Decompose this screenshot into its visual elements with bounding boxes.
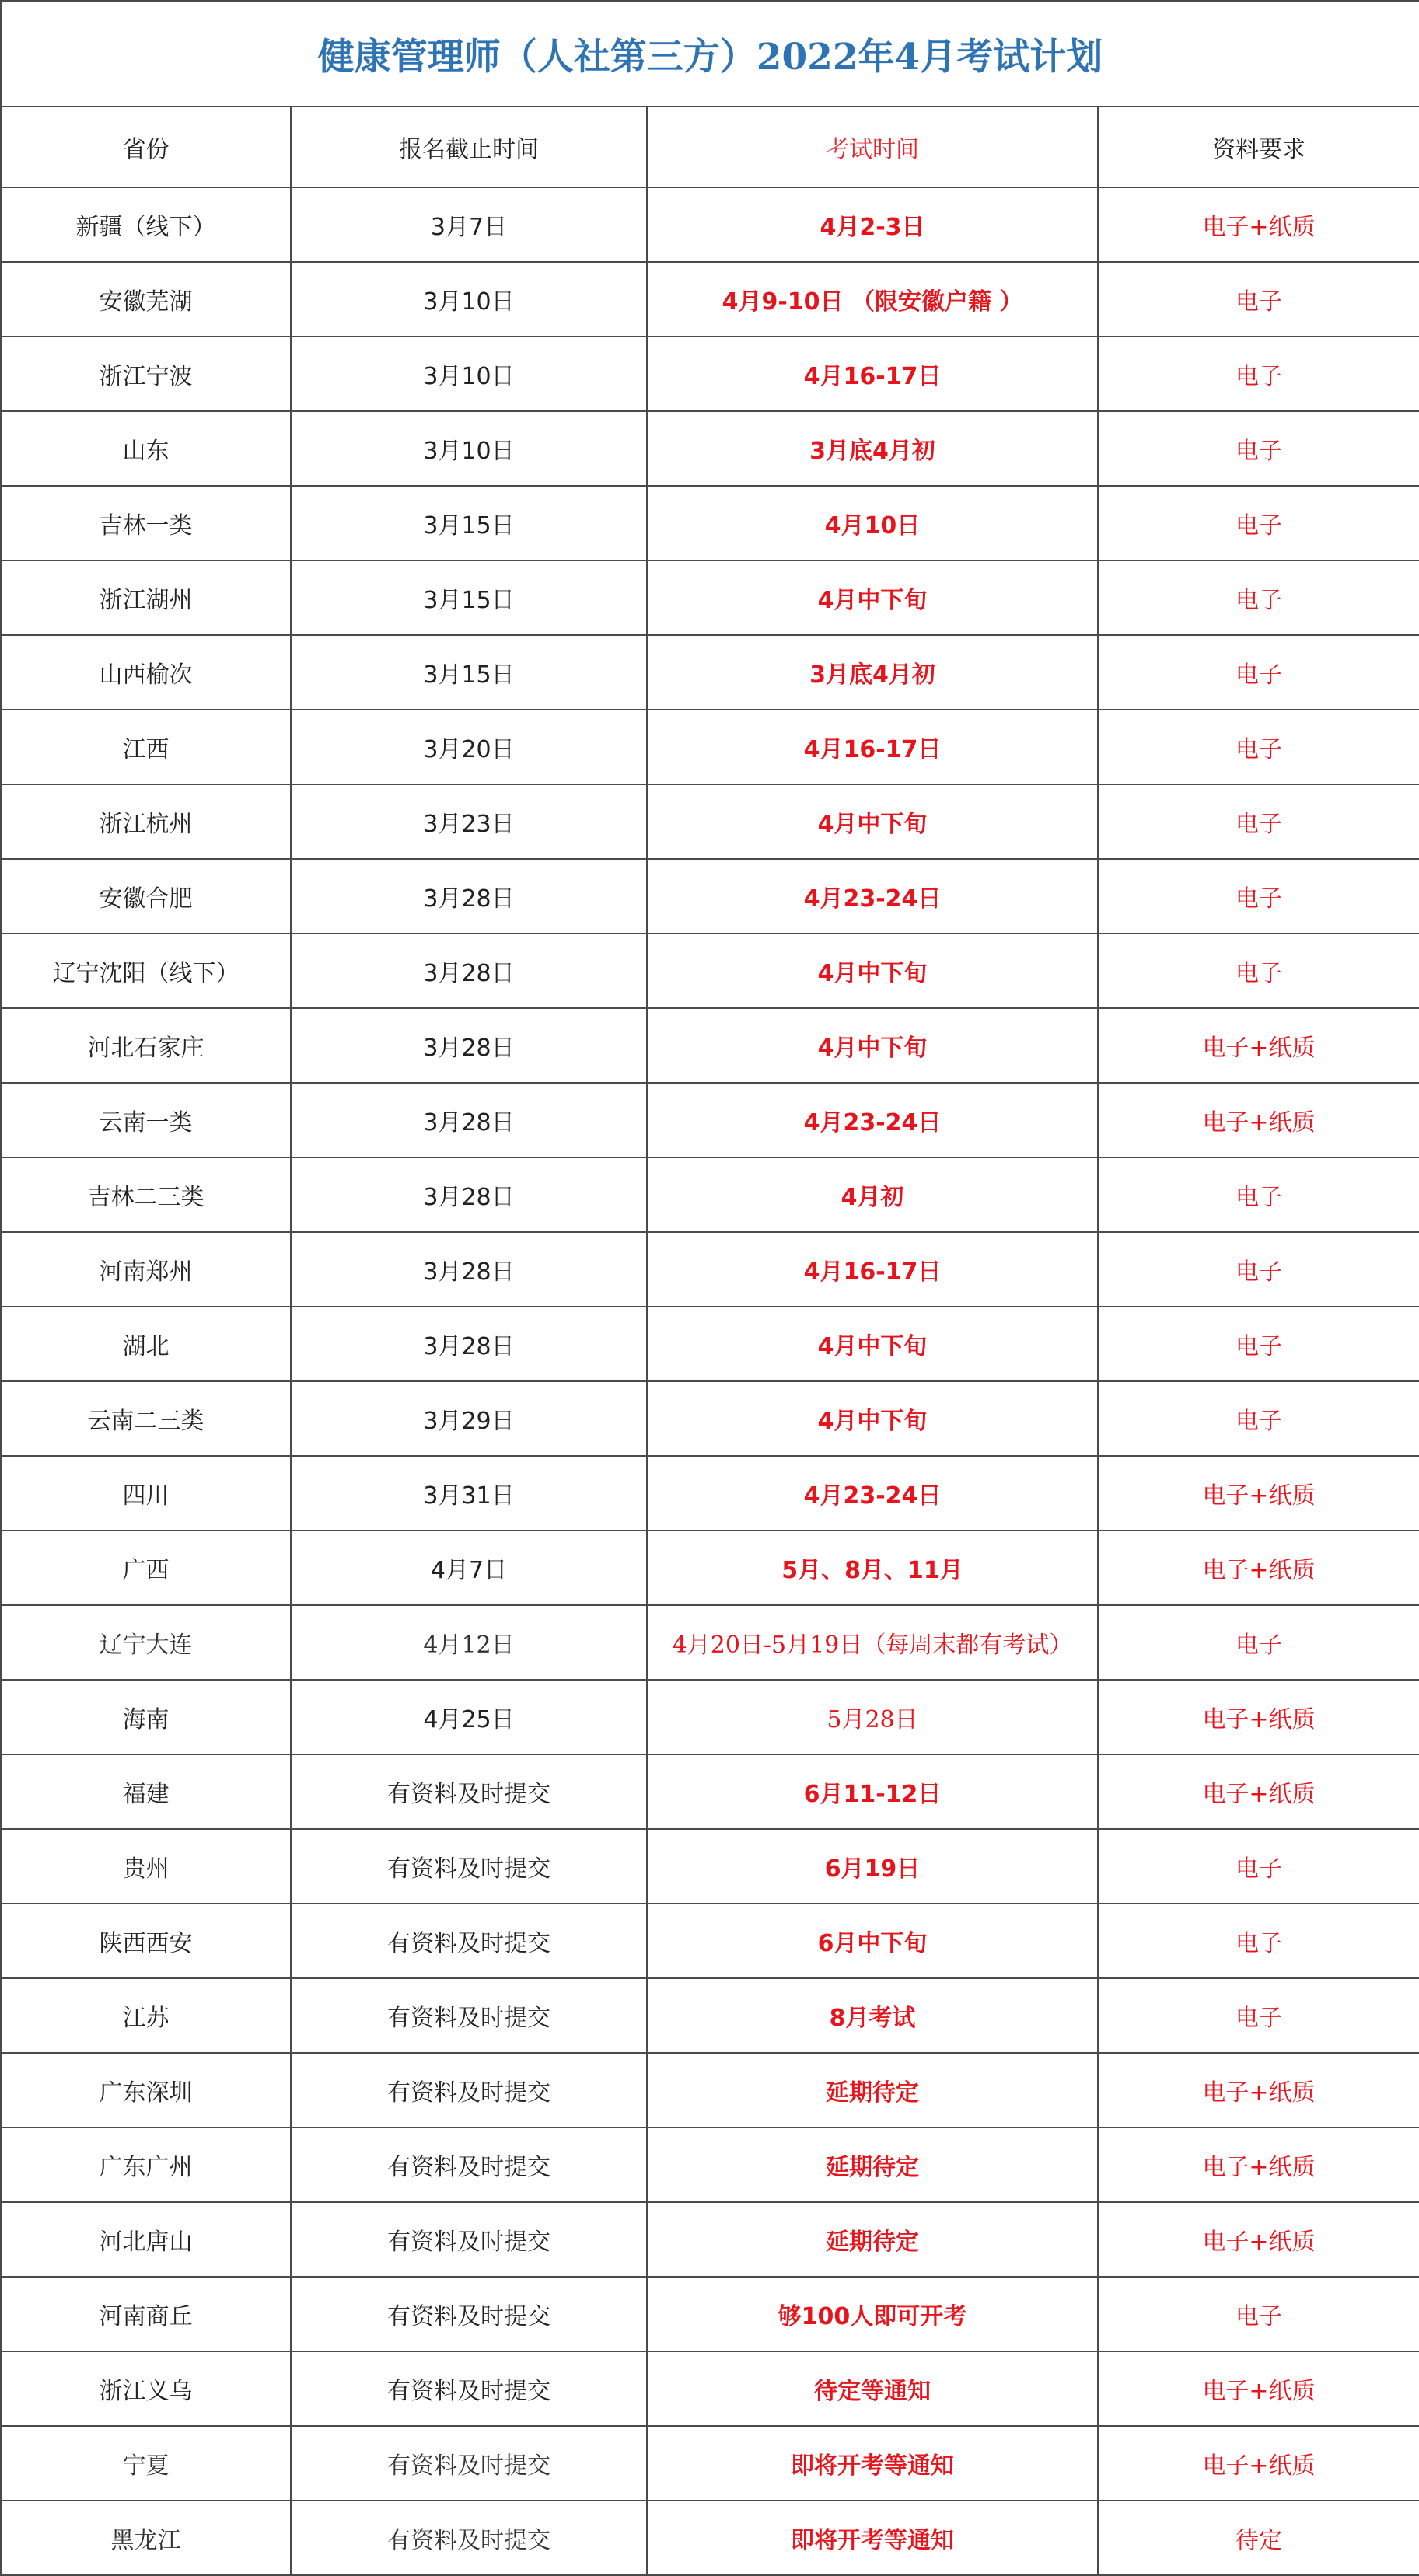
table-row <box>1 411 1419 486</box>
table-row <box>1 2053 1419 2127</box>
cell-province: 黑龙江 <box>1 2501 291 2575</box>
cell-deadline: 有资料及时提交 <box>291 2053 647 2127</box>
cell-province: 辽宁大连 <box>1 1605 291 1680</box>
cell-deadline: 有资料及时提交 <box>291 2127 647 2202</box>
table-row <box>1 784 1419 859</box>
cell-deadline: 3月10日 <box>291 411 647 486</box>
cell-materials: 电子+纸质 <box>1098 1754 1419 1829</box>
cell-exam-time: 4月16-17日 <box>647 337 1098 411</box>
table-row <box>1 337 1419 411</box>
cell-materials: 电子 <box>1098 784 1419 859</box>
cell-exam-time: 4月中下旬 <box>647 1008 1098 1083</box>
cell-deadline: 3月31日 <box>291 1456 647 1531</box>
cell-materials: 电子 <box>1098 635 1419 710</box>
cell-province: 浙江杭州 <box>1 784 291 859</box>
page-title: 健康管理师（人社第三方）2022年4月考试计划 <box>1 1 1419 106</box>
cell-exam-time: 4月23-24日 <box>647 859 1098 934</box>
cell-exam-time: 延期待定 <box>647 2053 1098 2127</box>
cell-materials: 电子 <box>1098 1978 1419 2053</box>
cell-materials: 电子 <box>1098 859 1419 934</box>
cell-deadline: 3月10日 <box>291 262 647 337</box>
cell-materials: 电子 <box>1098 1904 1419 1978</box>
table-row <box>1 2501 1419 2575</box>
table-row <box>1 2426 1419 2501</box>
cell-deadline: 有资料及时提交 <box>291 2277 647 2351</box>
cell-exam-time: 5月、8月、11月 <box>647 1531 1098 1605</box>
cell-deadline: 3月28日 <box>291 934 647 1008</box>
cell-materials: 电子+纸质 <box>1098 1008 1419 1083</box>
table-row <box>1 1083 1419 1157</box>
header-exam-time: 考试时间 <box>647 106 1098 187</box>
cell-province: 山西榆次 <box>1 635 291 710</box>
table-row <box>1 1008 1419 1083</box>
title-row <box>1 1 1419 106</box>
cell-exam-time: 4月23-24日 <box>647 1456 1098 1531</box>
cell-province: 安徽合肥 <box>1 859 291 934</box>
cell-exam-time: 4月初 <box>647 1157 1098 1232</box>
cell-province: 广东广州 <box>1 2127 291 2202</box>
cell-exam-time: 够100人即可开考 <box>647 2277 1098 2351</box>
cell-exam-time: 3月底4月初 <box>647 635 1098 710</box>
cell-deadline: 4月7日 <box>291 1531 647 1605</box>
table-row <box>1 1829 1419 1904</box>
cell-materials: 电子 <box>1098 1381 1419 1456</box>
cell-deadline: 4月12日 <box>291 1605 647 1680</box>
cell-materials: 电子 <box>1098 486 1419 560</box>
cell-province: 河南商丘 <box>1 2277 291 2351</box>
cell-exam-time: 4月2-3日 <box>647 187 1098 262</box>
cell-deadline: 3月28日 <box>291 1157 647 1232</box>
table-row <box>1 1232 1419 1307</box>
table-row <box>1 1531 1419 1605</box>
table-row <box>1 1381 1419 1456</box>
cell-province: 宁夏 <box>1 2426 291 2501</box>
cell-materials: 电子+纸质 <box>1098 187 1419 262</box>
cell-deadline: 有资料及时提交 <box>291 2202 647 2277</box>
cell-materials: 电子 <box>1098 2277 1419 2351</box>
cell-province: 陕西西安 <box>1 1904 291 1978</box>
cell-province: 云南一类 <box>1 1083 291 1157</box>
cell-deadline: 3月28日 <box>291 1232 647 1307</box>
cell-province: 江西 <box>1 710 291 784</box>
cell-exam-time: 4月20日-5月19日（每周末都有考试） <box>647 1605 1098 1680</box>
table-row <box>1 1904 1419 1978</box>
cell-exam-time: 6月19日 <box>647 1829 1098 1904</box>
cell-exam-time: 5月28日 <box>647 1680 1098 1754</box>
cell-province: 辽宁沈阳（线下） <box>1 934 291 1008</box>
cell-deadline: 有资料及时提交 <box>291 2351 647 2426</box>
cell-province: 广西 <box>1 1531 291 1605</box>
cell-deadline: 3月15日 <box>291 635 647 710</box>
cell-province: 四川 <box>1 1456 291 1531</box>
table-header-row <box>1 106 1419 187</box>
cell-exam-time: 延期待定 <box>647 2127 1098 2202</box>
cell-exam-time: 即将开考等通知 <box>647 2501 1098 2575</box>
table-row <box>1 1157 1419 1232</box>
cell-materials: 电子 <box>1098 262 1419 337</box>
cell-province: 吉林一类 <box>1 486 291 560</box>
cell-exam-time: 4月中下旬 <box>647 1381 1098 1456</box>
cell-province: 广东深圳 <box>1 2053 291 2127</box>
table-row <box>1 859 1419 934</box>
cell-deadline: 3月7日 <box>291 187 647 262</box>
cell-materials: 电子+纸质 <box>1098 1083 1419 1157</box>
cell-materials: 电子 <box>1098 1307 1419 1381</box>
cell-province: 河北唐山 <box>1 2202 291 2277</box>
cell-exam-time: 8月考试 <box>647 1978 1098 2053</box>
cell-exam-time: 6月11-12日 <box>647 1754 1098 1829</box>
table-row <box>1 2351 1419 2426</box>
table-row <box>1 1605 1419 1680</box>
cell-materials: 电子+纸质 <box>1098 2426 1419 2501</box>
cell-province: 湖北 <box>1 1307 291 1381</box>
cell-materials: 电子 <box>1098 560 1419 635</box>
cell-exam-time: 4月中下旬 <box>647 784 1098 859</box>
cell-province: 海南 <box>1 1680 291 1754</box>
cell-province: 福建 <box>1 1754 291 1829</box>
table-row <box>1 635 1419 710</box>
cell-materials: 电子+纸质 <box>1098 2202 1419 2277</box>
cell-province: 浙江义乌 <box>1 2351 291 2426</box>
table-row <box>1 934 1419 1008</box>
table-row <box>1 710 1419 784</box>
cell-deadline: 3月28日 <box>291 1083 647 1157</box>
table-row <box>1 1978 1419 2053</box>
cell-deadline: 有资料及时提交 <box>291 1904 647 1978</box>
cell-exam-time: 4月16-17日 <box>647 1232 1098 1307</box>
cell-province: 河北石家庄 <box>1 1008 291 1083</box>
cell-province: 吉林二三类 <box>1 1157 291 1232</box>
header-materials: 资料要求 <box>1098 106 1419 187</box>
cell-materials: 电子 <box>1098 710 1419 784</box>
table-row <box>1 2277 1419 2351</box>
table-row <box>1 1680 1419 1754</box>
cell-materials: 电子+纸质 <box>1098 1456 1419 1531</box>
cell-materials: 电子+纸质 <box>1098 2053 1419 2127</box>
cell-province: 江苏 <box>1 1978 291 2053</box>
cell-materials: 电子 <box>1098 1232 1419 1307</box>
table-row <box>1 262 1419 337</box>
cell-deadline: 3月23日 <box>291 784 647 859</box>
cell-deadline: 3月28日 <box>291 1307 647 1381</box>
cell-deadline: 3月28日 <box>291 1008 647 1083</box>
header-province: 省份 <box>1 106 291 187</box>
cell-exam-time: 即将开考等通知 <box>647 2426 1098 2501</box>
table-row <box>1 486 1419 560</box>
cell-materials: 电子+纸质 <box>1098 2127 1419 2202</box>
cell-deadline: 3月29日 <box>291 1381 647 1456</box>
header-deadline: 报名截止时间 <box>291 106 647 187</box>
cell-province: 安徽芜湖 <box>1 262 291 337</box>
table-row <box>1 187 1419 262</box>
cell-deadline: 3月28日 <box>291 859 647 934</box>
table-row <box>1 2127 1419 2202</box>
cell-deadline: 有资料及时提交 <box>291 1754 647 1829</box>
table-row <box>1 1754 1419 1829</box>
cell-province: 浙江湖州 <box>1 560 291 635</box>
cell-materials: 电子+纸质 <box>1098 1680 1419 1754</box>
cell-exam-time: 4月中下旬 <box>647 1307 1098 1381</box>
cell-materials: 电子+纸质 <box>1098 2351 1419 2426</box>
cell-deadline: 3月15日 <box>291 486 647 560</box>
cell-deadline: 3月20日 <box>291 710 647 784</box>
cell-materials: 电子+纸质 <box>1098 1531 1419 1605</box>
cell-province: 贵州 <box>1 1829 291 1904</box>
cell-materials: 电子 <box>1098 411 1419 486</box>
cell-exam-time: 4月中下旬 <box>647 934 1098 1008</box>
cell-province: 新疆（线下） <box>1 187 291 262</box>
cell-province: 山东 <box>1 411 291 486</box>
cell-deadline: 有资料及时提交 <box>291 2426 647 2501</box>
cell-deadline: 3月15日 <box>291 560 647 635</box>
cell-province: 河南郑州 <box>1 1232 291 1307</box>
cell-exam-time: 4月16-17日 <box>647 710 1098 784</box>
table-row <box>1 2202 1419 2277</box>
cell-exam-time: 3月底4月初 <box>647 411 1098 486</box>
cell-materials: 电子 <box>1098 934 1419 1008</box>
cell-exam-time: 待定等通知 <box>647 2351 1098 2426</box>
cell-exam-time: 延期待定 <box>647 2202 1098 2277</box>
cell-deadline: 有资料及时提交 <box>291 1829 647 1904</box>
cell-exam-time: 6月中下旬 <box>647 1904 1098 1978</box>
cell-deadline: 4月25日 <box>291 1680 647 1754</box>
cell-deadline: 有资料及时提交 <box>291 1978 647 2053</box>
cell-deadline: 3月10日 <box>291 337 647 411</box>
cell-materials: 电子 <box>1098 1829 1419 1904</box>
table-row <box>1 1307 1419 1381</box>
cell-materials: 待定 <box>1098 2501 1419 2575</box>
cell-province: 云南二三类 <box>1 1381 291 1456</box>
table-row <box>1 560 1419 635</box>
cell-materials: 电子 <box>1098 1605 1419 1680</box>
cell-materials: 电子 <box>1098 1157 1419 1232</box>
cell-exam-time: 4月10日 <box>647 486 1098 560</box>
cell-exam-time: 4月中下旬 <box>647 560 1098 635</box>
cell-province: 浙江宁波 <box>1 337 291 411</box>
cell-exam-time: 4月23-24日 <box>647 1083 1098 1157</box>
cell-exam-time: 4月9-10日 （限安徽户籍 ） <box>647 262 1098 337</box>
table-row <box>1 1456 1419 1531</box>
cell-deadline: 有资料及时提交 <box>291 2501 647 2575</box>
cell-materials: 电子 <box>1098 337 1419 411</box>
